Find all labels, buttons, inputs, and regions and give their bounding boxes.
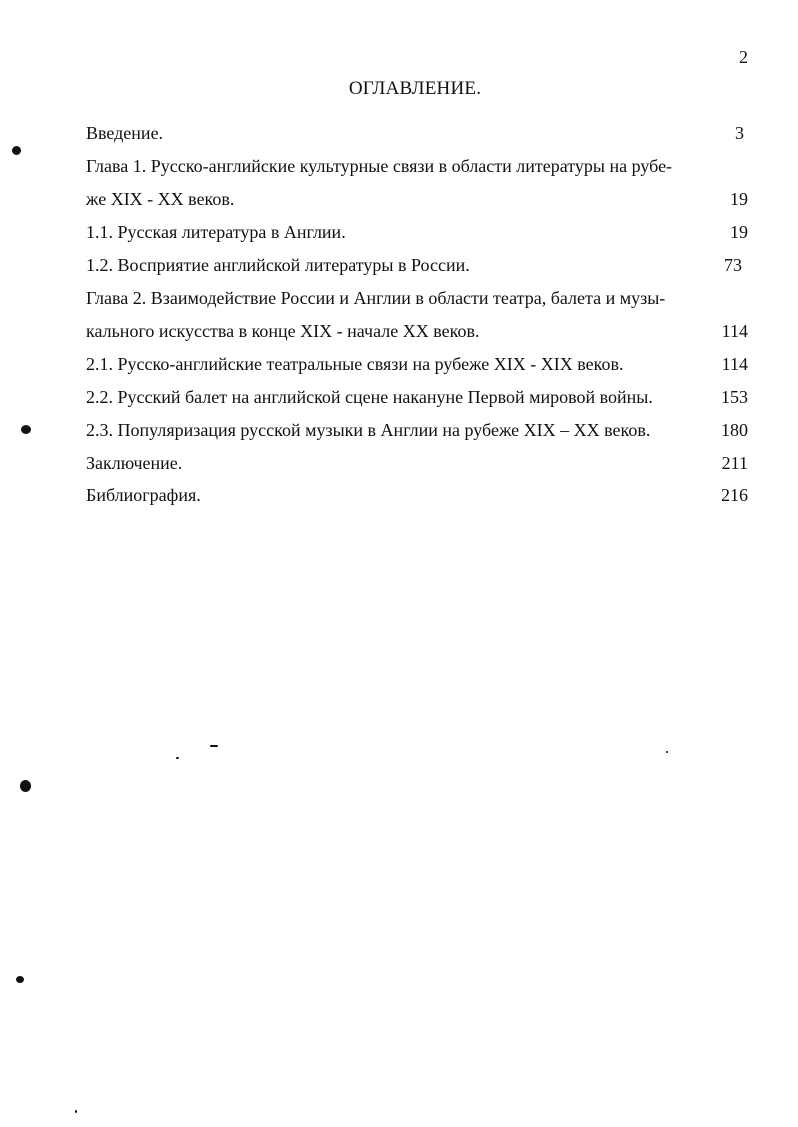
toc-entry-section-1-2[interactable]	[86, 254, 748, 276]
toc-entry-label: 2.2. Русский балет на английской сцене накануне Первой мировой войны.	[86, 387, 653, 407]
toc-entry-section-2-2[interactable]	[86, 386, 748, 408]
toc-entry-label: Заключение.	[86, 453, 183, 473]
scan-speck	[12, 146, 21, 155]
scan-speck	[20, 780, 31, 792]
scan-speck	[16, 976, 24, 983]
toc-entry-page: 73	[724, 255, 742, 275]
toc-entry-label: 2.3. Популяризация русской музыки в Англии на рубеже XIX – XX веков.	[86, 420, 651, 440]
toc-entry-label: 2.1. Русско-английские театральные связи на рубеже XIX - XIX веков.	[86, 354, 624, 374]
toc-entry-label: Библиография.	[86, 485, 201, 505]
scan-speck	[75, 1110, 77, 1113]
toc-entry-label: же XIX - XX веков.	[86, 189, 235, 209]
scan-speck	[176, 757, 179, 759]
toc-entry-chapter-1[interactable]	[86, 188, 748, 210]
toc-entry-section-2-1[interactable]	[86, 353, 748, 375]
toc-entry-conclusion[interactable]	[86, 452, 748, 474]
page-number: 2	[739, 47, 748, 67]
toc-entry-label: 1.2. Восприятие английской литературы в России.	[86, 255, 470, 275]
toc-entry-page: 114	[721, 354, 748, 374]
toc-entry-introduction[interactable]	[86, 122, 748, 144]
toc-entry-section-1-1[interactable]	[86, 221, 748, 243]
toc-entry-label: 1.1. Русская литература в Англии.	[86, 222, 346, 242]
toc-entry-page: 19	[730, 189, 748, 209]
toc-entry-chapter-2-line-1[interactable]: Глава 2. Взаимодействие России и Англии в области театра, балета и музы-	[86, 288, 666, 308]
toc-entry-page: 211	[721, 453, 748, 473]
toc-entry-label: Введение.	[86, 123, 164, 143]
toc-entry-page: 216	[721, 485, 748, 505]
scan-speck	[21, 425, 31, 434]
toc-entry-page: 3	[735, 123, 744, 143]
toc-entry-page: 114	[721, 321, 748, 341]
toc-entry-page: 180	[721, 420, 748, 440]
toc-entry-page: 153	[721, 387, 748, 407]
toc-entry-page: 19	[730, 222, 748, 242]
toc-entry-chapter-2[interactable]	[86, 320, 748, 342]
page-title: ОГЛАВЛЕНИЕ.	[348, 78, 482, 99]
toc-entry-chapter-1-line-1[interactable]: Глава 1. Русско-английские культурные связи в области литературы на рубе-	[86, 156, 673, 176]
toc-entry-section-2-3[interactable]	[86, 419, 748, 441]
toc-entry-bibliography[interactable]	[86, 484, 748, 506]
toc-entry-label: кального искусства в конце XIX - начале XX веков.	[86, 321, 480, 341]
scan-speck	[210, 745, 218, 747]
scan-speck	[666, 751, 668, 753]
